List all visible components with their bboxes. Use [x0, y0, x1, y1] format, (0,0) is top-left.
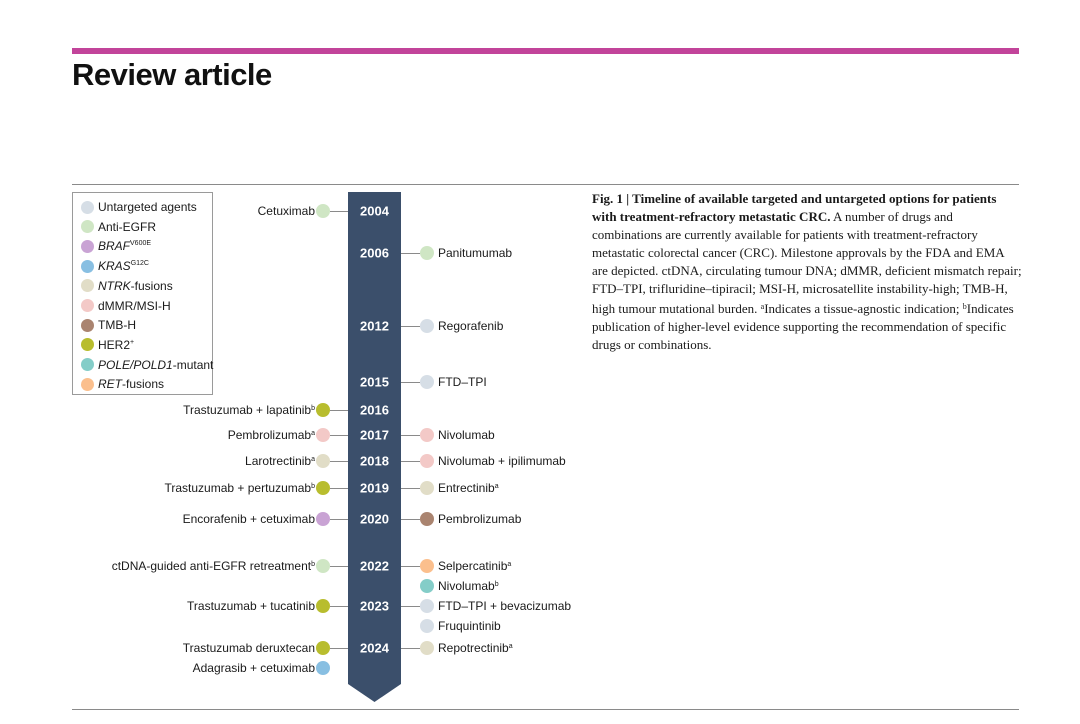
legend-swatch — [81, 279, 94, 292]
timeline-connector — [330, 435, 348, 436]
legend-swatch — [81, 260, 94, 273]
article-type-heading: Review article — [72, 57, 272, 92]
legend-label: $KRAS^{G12C}$ — [98, 259, 149, 274]
caption-note-a: Indicates a tissue-agnostic indication; — [764, 301, 960, 316]
legend-item — [81, 237, 151, 255]
caption-note-b-marker: b — [962, 302, 967, 311]
drug-category-dot — [316, 661, 330, 675]
figure-bottom-rule — [72, 709, 1019, 710]
legend-swatch — [81, 358, 94, 371]
legend-swatch — [81, 240, 94, 253]
year-label: 2020 — [360, 511, 389, 527]
drug-label: Regorafenib — [438, 319, 504, 333]
drug-category-dot — [316, 481, 330, 495]
legend-item — [81, 356, 213, 374]
year-label: 2016 — [360, 402, 389, 418]
timeline-connector — [330, 488, 348, 489]
timeline-connector — [401, 606, 420, 607]
timeline-connector — [401, 488, 420, 489]
timeline-connector — [401, 326, 420, 327]
drug-category-dot — [316, 641, 330, 655]
legend-label: RET-fusions — [98, 377, 165, 392]
figure-top-rule — [72, 184, 1019, 185]
legend-swatch — [81, 299, 94, 312]
drug-category-dot — [316, 512, 330, 526]
drug-label: Nivolumab$^b$ — [438, 579, 499, 593]
drug-category-dot — [316, 204, 330, 218]
timeline-arrow — [348, 192, 401, 702]
drug-category-dot — [420, 375, 434, 389]
drug-label: Fruquintinib — [438, 619, 501, 633]
drug-label: Cetuximab — [257, 204, 315, 218]
legend-label: NTRK-fusions — [98, 278, 173, 293]
figure-caption — [592, 190, 1022, 354]
drug-category-dot — [316, 403, 330, 417]
drug-category-dot — [420, 641, 434, 655]
timeline-spine — [348, 192, 401, 702]
timeline-connector — [401, 566, 420, 567]
drug-category-dot — [420, 559, 434, 573]
legend-item — [81, 198, 197, 216]
year-label: 2023 — [360, 598, 389, 614]
legend-label: Anti-EGFR — [98, 219, 157, 234]
timeline-connector — [401, 435, 420, 436]
legend-label: POLE/POLD1-mutant — [98, 357, 214, 372]
legend-label: TMB-H — [98, 318, 136, 333]
legend-swatch — [81, 378, 94, 391]
timeline-connector — [330, 461, 348, 462]
timeline-connector — [330, 410, 348, 411]
drug-label: Trastuzumab + tucatinib — [187, 599, 315, 613]
drug-label: FTD–TPI — [438, 375, 487, 389]
drug-category-dot — [420, 454, 434, 468]
drug-label: Pembrolizumab$^a$ — [227, 428, 315, 442]
drug-label: Entrectinib$^a$ — [438, 481, 499, 495]
drug-category-dot — [420, 319, 434, 333]
header-accent-bar — [72, 48, 1019, 54]
legend-label: dMMR/MSI-H — [98, 298, 171, 313]
legend-item — [81, 336, 134, 354]
year-label: 2006 — [360, 245, 389, 261]
drug-label: FTD–TPI + bevacizumab — [438, 599, 572, 613]
drug-label: Pembrolizumab — [438, 512, 522, 526]
drug-label: Trastuzumab deruxtecan — [182, 641, 315, 655]
drug-label: Selpercatinib$^a$ — [438, 559, 512, 573]
timeline-connector — [330, 211, 348, 212]
drug-category-dot — [420, 619, 434, 633]
timeline-connector — [401, 648, 420, 649]
timeline-connector — [401, 461, 420, 462]
drug-category-dot — [420, 428, 434, 442]
legend-item — [81, 277, 173, 295]
legend-item — [81, 375, 164, 393]
drug-category-dot — [420, 481, 434, 495]
legend-item — [81, 297, 171, 315]
drug-category-dot — [316, 454, 330, 468]
timeline-connector — [401, 253, 420, 254]
drug-label: Panitumumab — [438, 246, 513, 260]
legend-item — [81, 316, 136, 334]
drug-label: Nivolumab + ipilimumab — [438, 454, 566, 468]
drug-category-dot — [316, 599, 330, 613]
drug-label: Trastuzumab + lapatinib$^b$ — [183, 403, 315, 417]
legend-label: HER2+ — [98, 337, 135, 352]
legend-swatch — [81, 338, 94, 351]
drug-category-dot — [420, 599, 434, 613]
year-label: 2024 — [360, 640, 389, 656]
legend-swatch — [81, 220, 94, 233]
year-label: 2004 — [360, 203, 389, 219]
timeline-connector — [330, 519, 348, 520]
year-label: 2017 — [360, 427, 389, 443]
caption-body: A number of drugs and combinations are currently available for patients with treatment-refractory metastatic colorectal cancer (CRC). Milestone approvals by the FDA and EMA are depicted. ctDNA, circulating tumour DNA; dMMR, deficient mismatch repair; FTD–TPI, trifluridine–tipiracil; MSI-H, microsatellite instability-high; TMB-H, high tumour mutational burden. — [592, 209, 1022, 316]
drug-category-dot — [316, 428, 330, 442]
drug-category-dot — [420, 512, 434, 526]
year-label: 2015 — [360, 374, 389, 390]
legend-label: Untargeted agents — [98, 200, 197, 214]
timeline-connector — [401, 382, 420, 383]
drug-label: Adagrasib + cetuximab — [192, 661, 315, 675]
caption-title: Fig. 1 | Timeline of available targeted and untargeted options for patients with treatment-refractory metastatic CRC. — [592, 191, 997, 224]
legend-swatch — [81, 201, 94, 214]
drug-category-dot — [316, 559, 330, 573]
legend-label: $BRAF^{V600E}$ — [98, 239, 152, 254]
timeline-connector — [401, 519, 420, 520]
drug-label: Repotrectinib$^a$ — [438, 641, 513, 655]
drug-label: ctDNA-guided anti-EGFR retreatment$^b$ — [111, 559, 315, 573]
legend-swatch — [81, 319, 94, 332]
year-label: 2018 — [360, 453, 389, 469]
timeline-connector — [330, 648, 348, 649]
year-label: 2012 — [360, 318, 389, 334]
caption-note-b: Indicates publication of higher-level evidence supporting the recommendation of specific drugs or combinations. — [592, 301, 1014, 352]
drug-category-dot — [420, 246, 434, 260]
year-label: 2022 — [360, 558, 389, 574]
drug-label: Encorafenib + cetuximab — [182, 512, 315, 526]
legend-item — [81, 218, 156, 236]
drug-label: Nivolumab — [438, 428, 495, 442]
timeline-connector — [330, 606, 348, 607]
drug-label: Trastuzumab + pertuzumab$^b$ — [164, 481, 315, 495]
timeline-connector — [330, 566, 348, 567]
year-label: 2019 — [360, 480, 389, 496]
figure-legend — [72, 192, 213, 395]
drug-label: Larotrectinib$^a$ — [245, 454, 315, 468]
caption-note-a-marker: a — [760, 302, 765, 311]
drug-category-dot — [420, 579, 434, 593]
legend-item — [81, 257, 149, 275]
